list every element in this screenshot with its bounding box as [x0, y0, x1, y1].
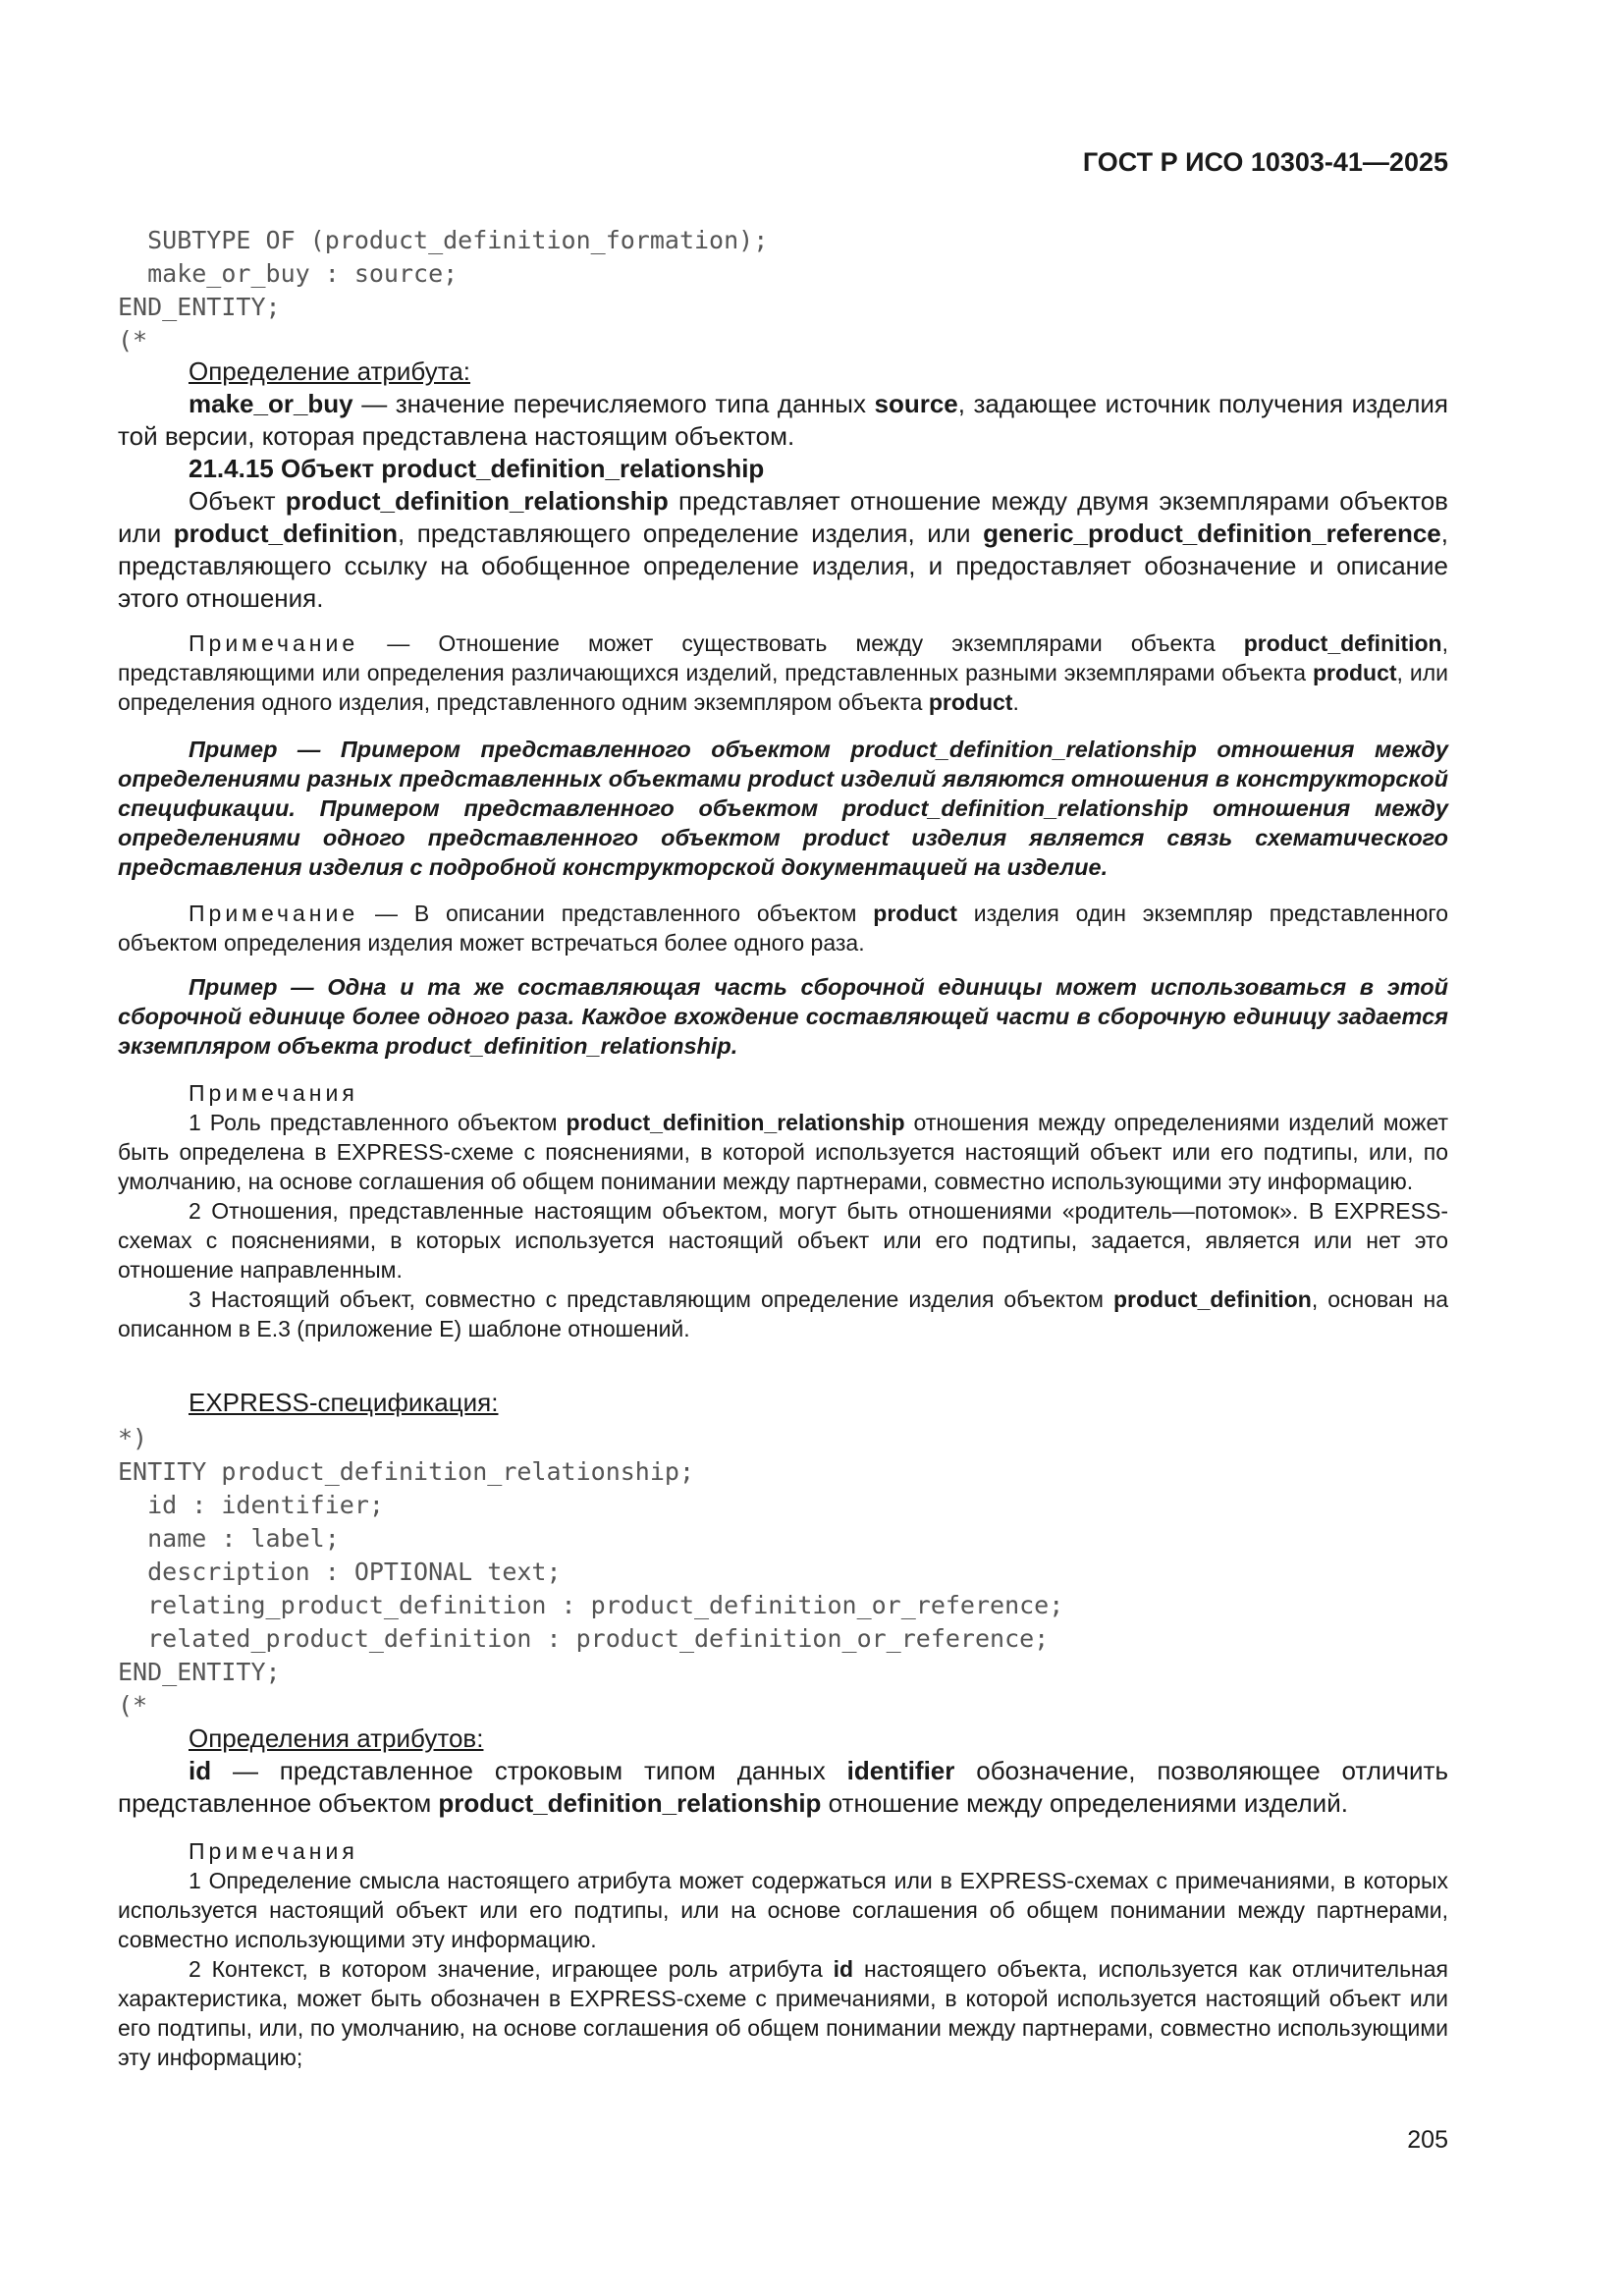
express-spec-title: EXPRESS-спецификация: — [189, 1388, 499, 1417]
note-item: 1 Определение смысла настоящего атрибута может содержаться или в EXPRESS-схемах с примечаниями, в которых используется настоящий объект или его подтипы, или на основе соглашения об общем понимании между партнерами, совместно использующими эту информацию. — [118, 1868, 1448, 1952]
intro-paragraph: Объект product_definition_relationship представляет отношение между двумя экземплярами объектов или product_definition, представляющего определение изделия, или generic_product_definition_reference, представляющего ссылку на обобщенное определение изделия, и предоставляет обозначение и описание этого отношения. — [118, 486, 1448, 613]
code-line: description : OPTIONAL text; — [118, 1558, 562, 1586]
code-line: *) — [118, 1424, 148, 1452]
attrs-title: Определения атрибутов: — [189, 1723, 484, 1753]
code-line: (* — [118, 1691, 148, 1720]
attr-def-title: Определение атрибута: — [189, 356, 471, 386]
id-definition: id — представленное строковым типом данных identifier обозначение, позволяющее отличить представленное объектом product_definition_relationship отношение между определениями изделий. — [118, 1756, 1448, 1818]
note-label: Примечание — [189, 630, 359, 656]
note-item: 2 Контекст, в котором значение, играющее роль атрибута id настоящего объекта, используется как отличительная характеристика, может быть обозначен в EXPRESS-схеме с примечаниями, в которой используется настоящий объект или его подтипы, или, по умолчанию, на основе соглашения об общем понимании между партнерами, совместно использующими эту информацию; — [118, 1956, 1448, 2070]
code-line: make_or_buy : source; — [118, 259, 459, 288]
code-line: END_ENTITY; — [118, 293, 281, 321]
code-line: ENTITY product_definition_relationship; — [118, 1457, 694, 1486]
page-number: 205 — [1407, 2126, 1448, 2154]
make-or-buy-definition: make_or_buy — значение перечисляемого типа данных source, задающее источник получения изделия той версии, которая представлена настоящим объектом. — [118, 389, 1448, 451]
notes-label: Примечания — [189, 1080, 358, 1106]
attribute-definition-section — [118, 355, 1448, 615]
code-line: END_ENTITY; — [118, 1658, 281, 1686]
section-heading: 21.4.15 Объект product_definition_relationship — [189, 454, 765, 483]
notes-3 — [118, 1078, 1448, 1343]
note-label: Примечание — [189, 901, 359, 926]
example-1: Пример — Примером представленного объектом product_definition_relationship отношения между определениями разных представленных объектами product изделий являются отношения в конструкторской спецификации. Примером представленного объектом product_definition_relationship отношения между определениями одного представленного объектом product изделия является связь схематического представления изделия с подробной конструкторской документацией на изделие. — [118, 737, 1448, 880]
code-line: (* — [118, 326, 148, 355]
attributes-section — [118, 1722, 1448, 1820]
note-2: Примечание — В описании представленного объектом product изделия один экземпляр представленного объектом определения изделия может встречаться более одного раза. — [118, 901, 1448, 956]
code-line: related_product_definition : product_definition_or_reference; — [118, 1624, 1050, 1653]
example-2: Пример — Одна и та же составляющая часть сборочной единицы может использоваться в этой сборочной единице более одного раза. Каждое вхождение составляющей части в сборочную единицу задается экземпляром объекта product_definition_relationship. — [118, 974, 1448, 1059]
note-item: 1 Роль представленного объектом product_definition_relationship отношения между определениями изделий может быть определена в EXPRESS-схеме с пояснениями, в которой используется настоящий объект или его подтипы, или, по умолчанию, на основе соглашения об общем понимании между партнерами, совместно использующими эту информацию. — [118, 1110, 1449, 1194]
code-line: SUBTYPE OF (product_definition_formation); — [118, 226, 769, 254]
notes-4 — [118, 1836, 1448, 2072]
code-block-source — [118, 224, 1448, 357]
code-block-relationship — [118, 1422, 1448, 1722]
note-1: Примечание — Отношение может существовать между экземплярами объекта product_definition, представляющими или определения различающихся изделий, представленных разными экземплярами объекта product, или определения одного изделия, представленного одним экземпляром объекта product. — [118, 630, 1448, 715]
note-item: 2 Отношения, представленные настоящим объектом, могут быть отношениями «родитель—потомок». В EXPRESS-схемах с пояснениями, в которых используется настоящий объект или его подтипы, задается, является или нет это отношение направленным. — [118, 1198, 1448, 1283]
code-line: id : identifier; — [118, 1491, 384, 1519]
note-item: 3 Настоящий объект, совместно с представляющим определение изделия объектом product_definition, основан на описанном в Е.3 (приложение Е) шаблоне отношений. — [118, 1286, 1448, 1341]
document-header: ГОСТ Р ИСО 10303-41—2025 — [1082, 147, 1448, 177]
code-line: relating_product_definition : product_definition_or_reference; — [118, 1591, 1064, 1619]
code-line: name : label; — [118, 1524, 340, 1553]
notes-label: Примечания — [189, 1838, 358, 1864]
